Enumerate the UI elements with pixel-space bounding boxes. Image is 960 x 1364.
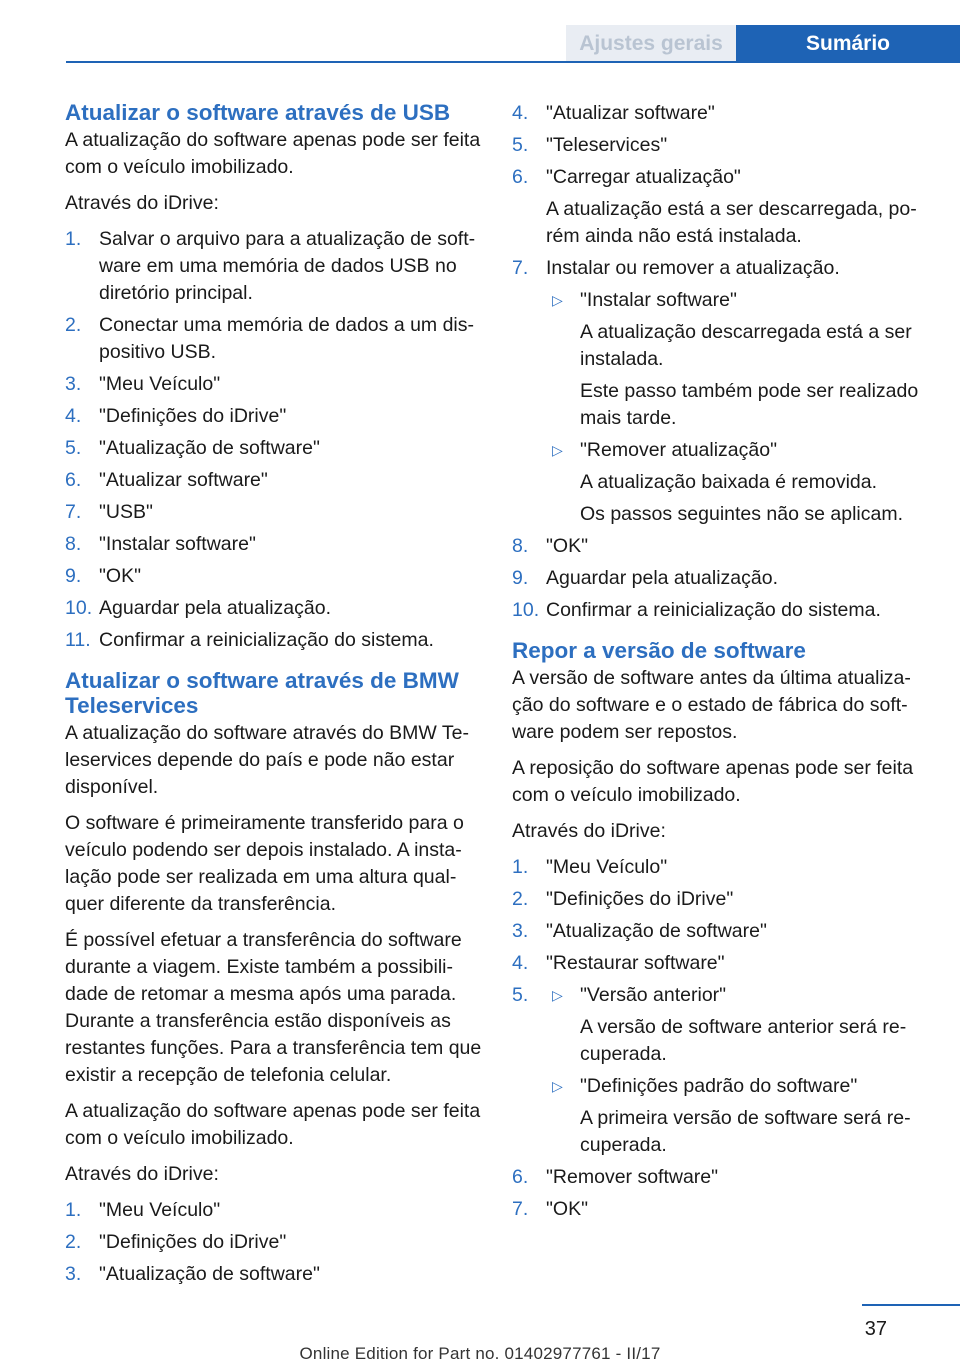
- step-text: "Meu Veículo": [99, 373, 221, 395]
- step-number: 3.: [65, 373, 82, 395]
- step-number: 4.: [512, 952, 529, 974]
- option-text: "Versão anterior": [580, 984, 727, 1006]
- triangle-bullet-icon: ▷: [552, 292, 563, 308]
- triangle-bullet-icon: ▷: [552, 1078, 563, 1094]
- step-number: 8.: [512, 535, 529, 557]
- reset-steps: [512, 854, 930, 1223]
- bmw-paragraph: A atualização do software através do BMW Teleservices depende do país e pode não estar disponível.: [65, 722, 469, 798]
- option-text: "Remover atualização": [580, 439, 778, 461]
- reset-paragraph: A reposição do software apenas pode ser feita com o veículo imobilizado.: [512, 757, 914, 806]
- list-item: [65, 312, 483, 366]
- step-number: 6.: [512, 166, 529, 188]
- option-note: A primeira versão de software será recuperada.: [580, 1107, 911, 1156]
- list-item: [65, 1229, 483, 1256]
- step-number: 4.: [512, 102, 529, 124]
- step-text: Confirmar a reinicialização do sistema.: [546, 599, 881, 621]
- step-number: 7.: [512, 257, 529, 279]
- reset-heading: Repor a versão de software: [512, 638, 806, 663]
- list-item: [65, 563, 483, 590]
- list-item: [65, 435, 483, 462]
- list-item: [512, 950, 930, 977]
- step-number: 5.: [512, 984, 529, 1006]
- usb-heading: Atualizar o software através de USB: [65, 100, 451, 125]
- step-text: "Atualizar software": [99, 469, 268, 491]
- step-number: 4.: [65, 405, 82, 427]
- list-item: [512, 100, 930, 127]
- usb-via: Através do iDrive:: [65, 192, 219, 214]
- sub-options: [546, 287, 930, 528]
- step-number: 5.: [512, 134, 529, 156]
- tab-sumario[interactable]: Sumário: [736, 25, 960, 62]
- sub-item: [546, 287, 930, 432]
- right-column: [512, 100, 930, 1228]
- reset-paragraph: A versão de software antes da última atualização do software e o estado de fábrica do software podem ser repostos.: [512, 667, 911, 743]
- option-note: A atualização descarregada está a ser instalada.: [580, 321, 912, 370]
- step-number: 3.: [65, 1263, 82, 1285]
- step-text: "Restaurar software": [546, 952, 725, 974]
- step-number: 8.: [65, 533, 82, 555]
- sub-item: [546, 437, 930, 528]
- step-text: "OK": [546, 535, 589, 557]
- list-item: [512, 1164, 930, 1191]
- step-text: Aguardar pela atualização.: [546, 567, 778, 589]
- step-text: Aguardar pela atualização.: [99, 597, 331, 619]
- step-number: 3.: [512, 920, 529, 942]
- left-column: [65, 100, 483, 1293]
- step-number: 11.: [65, 629, 91, 651]
- sub-item: [546, 982, 930, 1068]
- step-text: "Meu Veículo": [546, 856, 668, 878]
- list-item: [65, 499, 483, 526]
- list-item: [512, 982, 930, 1159]
- triangle-bullet-icon: ▷: [552, 442, 563, 458]
- step-text: "Meu Veículo": [99, 1199, 221, 1221]
- step-text: "Teleservices": [546, 134, 668, 156]
- step-text: "Carregar atualização": [546, 166, 741, 188]
- triangle-bullet-icon: ▷: [552, 987, 563, 1003]
- step-text: Salvar o arquivo para a atualização de software em uma memória de dados USB no diretório principal.: [99, 228, 476, 304]
- step-text: "Definições do iDrive": [546, 888, 734, 910]
- step-text: Instalar ou remover a atualização.: [546, 257, 840, 279]
- step-number: 2.: [65, 314, 82, 336]
- step-text: "Atualização de software": [99, 437, 320, 459]
- sub-options: [546, 982, 930, 1159]
- step-number: 10.: [512, 599, 540, 621]
- step-text: "OK": [546, 1198, 589, 1220]
- step-text: "Remover software": [546, 1166, 719, 1188]
- step-text: Conectar uma memória de dados a um dispositivo USB.: [99, 314, 475, 363]
- step-text: "Definições do iDrive": [99, 405, 287, 427]
- list-item: [512, 854, 930, 881]
- step-text: "Atualização de software": [546, 920, 767, 942]
- bmw-heading: Atualizar o software através de BMW Teleservices: [65, 668, 459, 718]
- option-note: Este passo também pode ser realizado mais tarde.: [580, 380, 919, 429]
- step-number: 1.: [65, 228, 82, 250]
- list-item: [65, 531, 483, 558]
- step-number: 2.: [65, 1231, 82, 1253]
- list-item: [512, 132, 930, 159]
- bmw-paragraph: A atualização do software apenas pode ser feita com o veículo imobilizado.: [65, 1100, 481, 1149]
- tab-ajustes-gerais[interactable]: Ajustes gerais: [566, 25, 736, 62]
- step-number: 1.: [512, 856, 529, 878]
- step-number: 7.: [65, 501, 82, 523]
- step-number: 1.: [65, 1199, 82, 1221]
- footer-rule: [862, 1304, 960, 1306]
- bmw-paragraph: O software é primeiramente transferido para o veículo podendo ser depois instalado. A instalação pode ser realizada em uma altura qualquer diferente da transferência.: [65, 812, 464, 915]
- list-item: [512, 918, 930, 945]
- page-number: 37: [864, 1318, 887, 1340]
- list-item: [65, 371, 483, 398]
- option-note: Os passos seguintes não se aplicam.: [580, 503, 904, 525]
- list-item: [512, 255, 930, 528]
- step-text: Confirmar a reinicialização do sistema.: [99, 629, 434, 651]
- step-number: 7.: [512, 1198, 529, 1220]
- usb-steps: [65, 226, 483, 654]
- step-text: "Definições do iDrive": [99, 1231, 287, 1253]
- option-note: A atualização baixada é removida.: [580, 471, 878, 493]
- list-item: [512, 597, 930, 624]
- option-text: "Definições padrão do software": [580, 1075, 858, 1097]
- list-item: [512, 565, 930, 592]
- list-item: [65, 595, 483, 622]
- bmw-steps-continued: [512, 100, 930, 624]
- option-note: A versão de software anterior será recuperada.: [580, 1016, 907, 1065]
- bmw-via: Através do iDrive:: [65, 1163, 219, 1185]
- list-item: [65, 467, 483, 494]
- step-number: 10.: [65, 597, 93, 619]
- step-number: 6.: [65, 469, 82, 491]
- sub-item: [546, 1073, 930, 1159]
- edition-footer: Online Edition for Part no. 01402977761 - II/17: [299, 1344, 661, 1363]
- step-number: 6.: [512, 1166, 529, 1188]
- step-number: 5.: [65, 437, 82, 459]
- usb-intro: A atualização do software apenas pode ser feita com o veículo imobilizado.: [65, 129, 481, 178]
- step-number: 9.: [512, 567, 529, 589]
- list-item: [512, 886, 930, 913]
- bmw-paragraph: É possível efetuar a transferência do software durante a viagem. Existe também a possibilidade de retomar a mesma após uma parada. Durante a transferência estão disponíveis as restantes funções. Para a transferência tem que existir a recepção de telefonia celular.: [65, 929, 482, 1086]
- list-item: [65, 1261, 483, 1288]
- step-number: 9.: [65, 565, 82, 587]
- step-text: "USB": [99, 501, 153, 523]
- step-text: "Instalar software": [99, 533, 256, 555]
- list-item: [512, 533, 930, 560]
- reset-via: Através do iDrive:: [512, 820, 666, 842]
- step-text: "Atualização de software": [99, 1263, 320, 1285]
- bmw-steps: [65, 1197, 483, 1288]
- step-number: 2.: [512, 888, 529, 910]
- step-note: A atualização está a ser descarregada, porém ainda não está instalada.: [546, 198, 917, 247]
- step-text: "OK": [99, 565, 142, 587]
- list-item: [65, 226, 483, 307]
- list-item: [65, 403, 483, 430]
- list-item: [512, 1196, 930, 1223]
- header-rule: [66, 61, 960, 63]
- option-text: "Instalar software": [580, 289, 737, 311]
- step-text: "Atualizar software": [546, 102, 715, 124]
- header-bar: [0, 0, 960, 62]
- list-item: [512, 164, 930, 250]
- list-item: [65, 1197, 483, 1224]
- list-item: [65, 627, 483, 654]
